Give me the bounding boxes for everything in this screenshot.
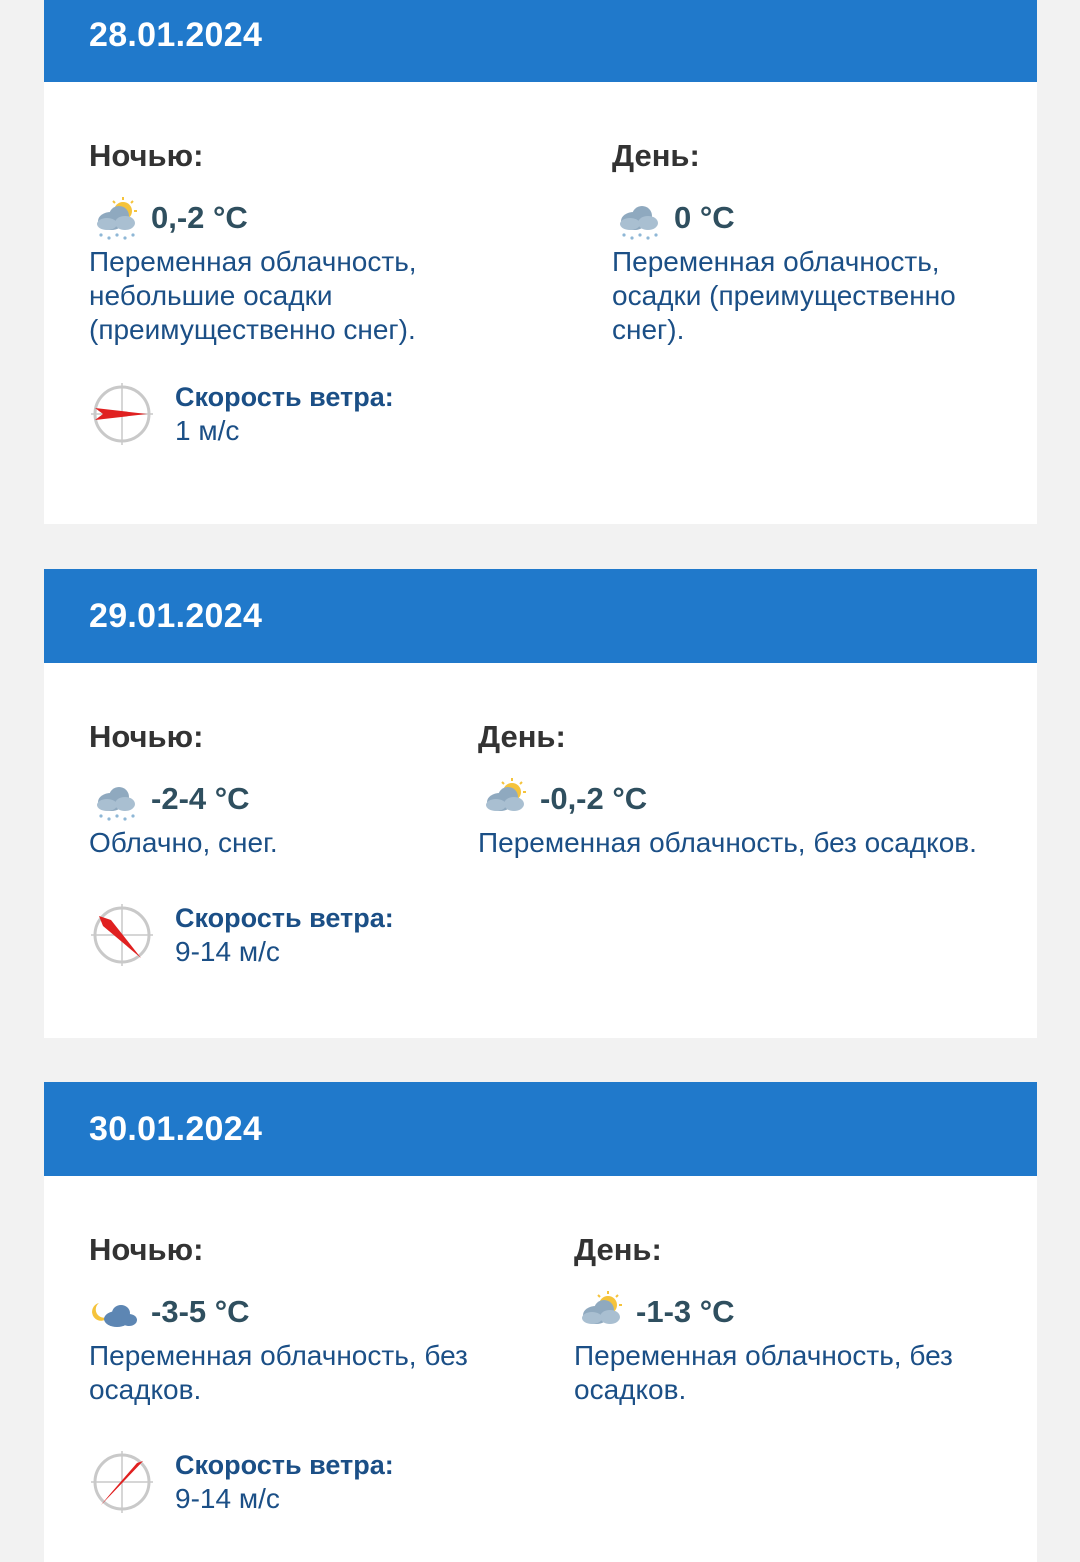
day-label: День: (478, 719, 566, 754)
day-card-header (44, 1082, 1037, 1176)
partly-cloudy-sun-icon (574, 1289, 624, 1335)
day-temperature: 0 °C (674, 200, 735, 235)
day-card (44, 569, 1037, 1038)
night-label: Ночью: (89, 719, 204, 754)
night-label: Ночью: (89, 138, 204, 173)
day-temperature: -1-3 °C (636, 1294, 735, 1329)
day-description: Переменная облачность, без осадков. (574, 1340, 953, 1405)
night-temperature: -3-5 °C (151, 1294, 250, 1329)
day-description: Переменная облачность, осадки (преимущественно снег). (612, 246, 956, 345)
day-temperature: -0,-2 °C (540, 781, 648, 816)
wind-speed-value: 9-14 м/с (175, 1483, 280, 1514)
wind-speed-label: Скорость ветра: (175, 903, 394, 933)
partly-cloudy-moon-icon (89, 1289, 139, 1335)
wind-info (89, 901, 394, 969)
day-date: 30.01.2024 (89, 1109, 263, 1148)
night-description: Облачно, снег. (89, 827, 278, 858)
day-label: День: (574, 1232, 662, 1267)
night-temperature: -2-4 °C (151, 781, 250, 816)
wind-info (89, 380, 394, 448)
wind-speed-label: Скорость ветра: (175, 382, 394, 412)
day-date: 29.01.2024 (89, 596, 263, 635)
wind-compass-icon (89, 381, 155, 447)
wind-compass-icon (89, 1449, 155, 1515)
wind-speed-value: 1 м/с (175, 415, 240, 446)
day-forecast (478, 718, 1018, 860)
night-description: Переменная облачность, без осадков. (89, 1340, 468, 1405)
wind-compass-icon (89, 902, 155, 968)
day-label: День: (612, 138, 700, 173)
night-label: Ночью: (89, 1232, 204, 1267)
day-card-header (44, 0, 1037, 82)
day-description: Переменная облачность, без осадков. (478, 827, 977, 858)
day-date: 28.01.2024 (89, 15, 263, 54)
night-forecast (89, 1231, 519, 1407)
night-temperature: 0,-2 °C (151, 200, 248, 235)
wind-speed-label: Скорость ветра: (175, 1450, 394, 1480)
day-card (44, 1082, 1037, 1562)
day-forecast (574, 1231, 994, 1407)
night-forecast (89, 718, 469, 860)
wind-speed-value: 9-14 м/с (175, 936, 280, 967)
partly-cloudy-sun-icon (478, 776, 528, 822)
day-card-header (44, 569, 1037, 663)
day-forecast (612, 137, 1002, 347)
day-card (44, 0, 1037, 524)
cloudy-snow-icon (612, 195, 662, 241)
night-forecast (89, 137, 559, 347)
wind-info (89, 1448, 394, 1516)
cloudy-snow-icon (89, 776, 139, 822)
night-description: Переменная облачность, небольшие осадки (преимущественно снег). (89, 246, 417, 345)
partly-cloudy-snow-icon (89, 195, 139, 241)
